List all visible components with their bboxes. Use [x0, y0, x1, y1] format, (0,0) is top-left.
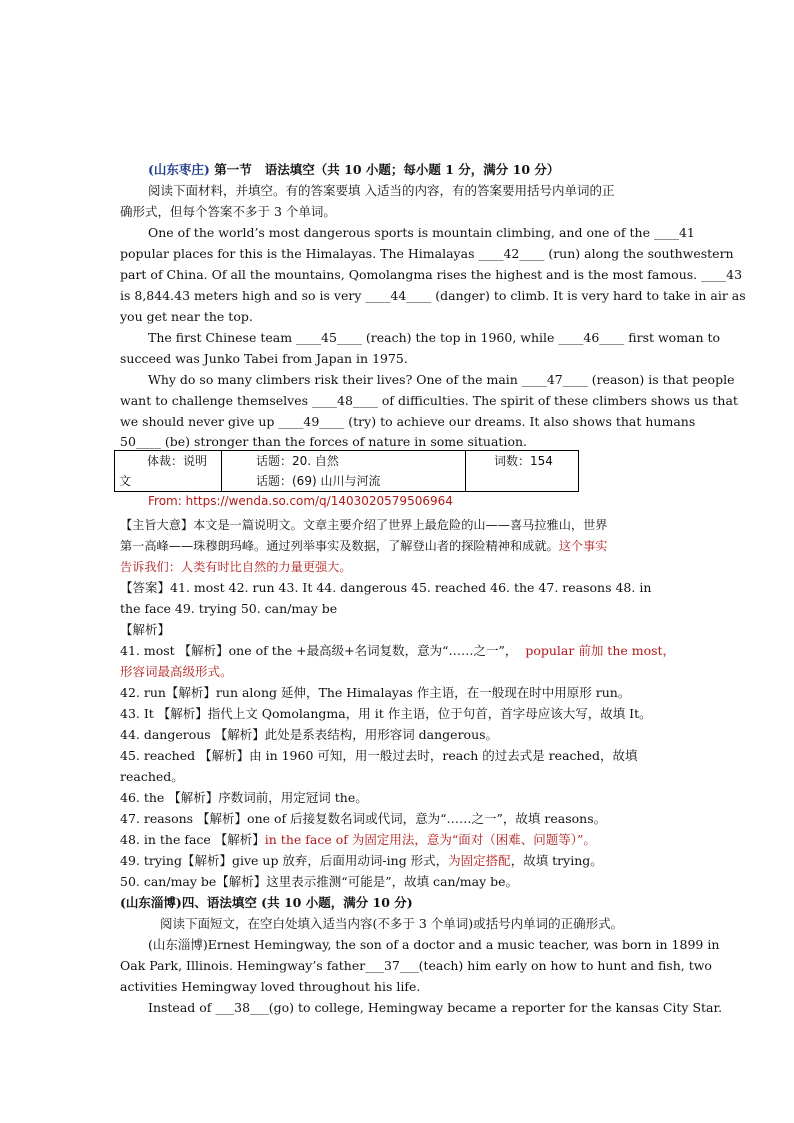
analysis-line: reached。	[120, 769, 184, 784]
analysis-line: 42. run【解析】run along 延伸，The Himalayas 作主语，在一般现在时中用原形 run。	[120, 685, 631, 700]
passage-line: popular places for this is the Himalayas. The Himalayas ____42____ (run) along the southwestern	[120, 246, 734, 261]
answers-line: 【答案】41. most 42. run 43. It 44. dangerous 45. reached 46. the 47. reasons 48. in	[120, 580, 652, 595]
section2-header: (山东淄博)四、语法填空 (共 10 小题，满分 10 分)	[120, 895, 413, 910]
source-label: (山东枣庄)	[148, 162, 210, 177]
analysis-text: 48. in the face 【解析】	[120, 832, 265, 847]
analysis-line: 44. dangerous 【解析】此处是系表结构，用形容词 dangerous。	[120, 727, 499, 742]
passage-line: (山东淄博)Ernest Hemingway, the son of a doctor and a music teacher, was born in 1899 in	[148, 937, 720, 952]
topic-line: 话题：20. 自然	[256, 454, 339, 468]
passage-line: we should never give up ____49____ (try) to achieve our dreams. It also shows that humans	[120, 414, 696, 429]
passage-line: One of the world’s most dangerous sports is mountain climbing, and one of the ____41	[148, 225, 695, 240]
analysis-line	[120, 830, 675, 851]
passage-line: 50____ (be) stronger than the forces of nature in some situation.	[120, 434, 527, 449]
summary-line: 告诉我们：人类有时比自然的力量更强大。	[120, 560, 352, 574]
summary-line: 【主旨大意】本文是一篇说明文。文章主要介绍了世界上最危险的山——喜马拉雅山，世界	[120, 518, 608, 532]
word-count-cell	[466, 451, 579, 492]
instructions-line: 确形式，但每个答案不多于 3 个单词。	[120, 204, 336, 219]
analysis-line: 45. reached 【解析】由 in 1960 可知，用一般过去时，reach 的过去式是 reached，故填	[120, 748, 638, 763]
analysis-line: 50. can/may be【解析】这里表示推测“可能是”，故填 can/may be。	[120, 874, 519, 889]
genre-continued: 文	[119, 474, 132, 488]
passage-line: The first Chinese team ____45____ (reach) the top in 1960, while ____46____ first woman to	[148, 330, 721, 345]
passage-line: want to challenge themselves ____48____ of difficulties. The spirit of these climbers shows us that	[120, 393, 738, 408]
answers-line: the face 49. trying 50. can/may be	[120, 601, 338, 616]
analysis-text: ，故填 trying。	[510, 853, 603, 868]
passage-line: is 8,844.43 meters high and so is very ____44____ (danger) to climb. It is very hard to take in air as	[120, 288, 746, 303]
analysis-highlight: 为固定搭配	[448, 853, 511, 868]
summary-text: 第一高峰——珠穆朗玛峰。通过列举事实及数据，了解登山者的探险精神和成就。	[120, 539, 559, 553]
word-count: 词数：154	[494, 454, 553, 468]
passage-line: Why do so many climbers risk their lives? One of the main ____47____ (reason) is that people	[148, 372, 735, 387]
passage-line: Instead of ___38___(go) to college, Hemingway became a reporter for the kansas City Star.	[148, 1000, 723, 1015]
section-label: 第一节	[214, 162, 252, 177]
section-header	[148, 160, 675, 181]
genre-label: 体裁：说明	[147, 454, 208, 468]
source-url: From: https://wenda.so.com/q/1403020579506964	[148, 494, 453, 508]
analysis-text: 49. trying【解析】give up 放弃，后面用动词-ing 形式，	[120, 853, 449, 868]
analysis-highlight: popular 前加 the most，	[525, 643, 676, 658]
analysis-highlight: in the face of 为固定用法，意为“面对（困难、问题等）”。	[264, 832, 596, 847]
section2-instructions: 阅读下面短文，在空白处填入适当内容(不多于 3 个单词)或括号内单词的正确形式。	[160, 916, 624, 931]
analysis-header: 【解析】	[120, 622, 171, 637]
analysis-text: 41. most 【解析】one of the +最高级+名词复数，意为“……之一”，	[120, 643, 518, 658]
analysis-line: 46. the 【解析】序数词前，用定冠词 the。	[120, 790, 368, 805]
analysis-line: 形容词最高级形式。	[120, 664, 233, 679]
summary-line	[120, 536, 675, 557]
passage-line: you get near the top.	[120, 309, 253, 324]
summary-highlight: 这个事实	[558, 539, 608, 553]
analysis-line	[120, 851, 675, 872]
passage-line: part of China. Of all the mountains, Qomolangma rises the highest and is the most famous. ____43	[120, 267, 743, 282]
topic-line: 话题：(69) 山川与河流	[256, 474, 381, 488]
instructions-line: 阅读下面材料，并填空。有的答案要填 入适当的内容，有的答案要用括号内单词的正	[148, 183, 615, 198]
info-table	[114, 450, 579, 492]
passage-line: activities Hemingway loved throughout his life.	[120, 979, 421, 994]
passage-line: succeed was Junko Tabei from Japan in 1975.	[120, 351, 408, 366]
analysis-line	[120, 641, 675, 662]
genre-cell	[115, 451, 222, 492]
analysis-line: 47. reasons 【解析】one of 后接复数名词或代词，意为“……之一”，故填 reasons。	[120, 811, 607, 826]
analysis-line: 43. It 【解析】指代上文 Qomolangma，用 it 作主语，位于句首，首字母应该大写，故填 It。	[120, 706, 652, 721]
topic-cell	[222, 451, 466, 492]
passage-line: Oak Park, Illinois. Hemingway’s father___37___(teach) him early on how to hunt and fish, two	[120, 958, 712, 973]
section-title: 语法填空（共 10 小题；每小题 1 分，满分 10 分）	[264, 162, 560, 177]
